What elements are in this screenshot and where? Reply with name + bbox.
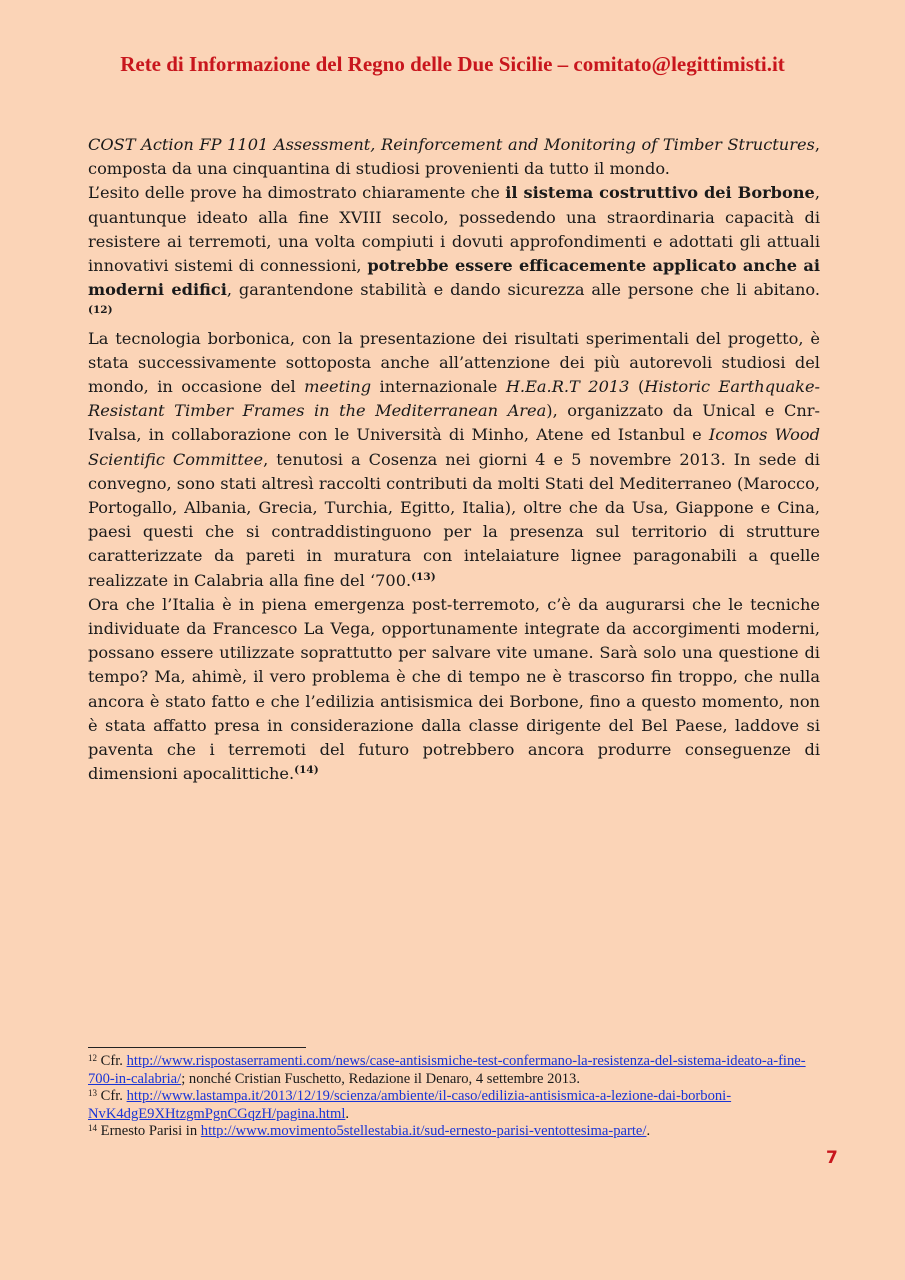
footnote-ref-12[interactable]: (12) bbox=[88, 304, 113, 317]
footnote-link-12[interactable]: http://www.rispostaserramenti.com/news/case-antisismiche-test-confermano-la-resistenza-del-sistema-ideato-a-fine-700-in-calabria/ bbox=[88, 1053, 806, 1087]
paragraph-2-bold-2: potrebbe essere efficacemente applicato anche ai moderni edifici bbox=[88, 256, 820, 300]
paragraph-1 bbox=[88, 133, 820, 181]
paragraph-4 bbox=[88, 593, 820, 787]
paragraph-3-text-a: La tecnologia borbonica, con la presentazione dei risultati sperimentali del progetto, è stata successivamente sottoposta anche all’attenzione dei più autorevoli studiosi del mondo, in occasione del bbox=[88, 328, 820, 397]
paragraph-3-italic-3: Historic Earthquake-Resistant Timber Frames in the Mediterranean Area bbox=[88, 377, 820, 421]
paragraph-2-text-c: , quantunque ideato alla fine XVIII secolo, possedendo una straordinaria capacità di resistere ai terremoti, una volta compiuti i dovuti approfondimenti e adottati gli attuali innovativi sistemi di connessioni, bbox=[88, 183, 820, 276]
footnote-link-14[interactable]: http://www.movimento5stellestabia.it/sud-ernesto-parisi-ventottesima-parte/ bbox=[200, 1123, 647, 1140]
paragraph-3-text-e: , tenutosi a Cosenza nei giorni 4 e 5 novembre 2013. In sede di convegno, sono stati altresì raccolti contributi da molti Stati del Mediterraneo (Marocco, Portogallo, Albania, Grecia, Turchia, Egitto, Italia), oltre che da Usa, Giappone e Cina, paesi questi che si contraddistinguono per la presenza sul territorio di strutture caratterizzate da pareti in muratura con intelaiature lignee paragonabili a quelle realizzate in Calabria alla fine del ‘700. bbox=[88, 449, 820, 590]
footnote-14 bbox=[88, 1123, 828, 1141]
paragraph-2-bold-1: il sistema costruttivo dei Borbone bbox=[505, 183, 815, 203]
footnote-prefix: Ernesto Parisi in bbox=[97, 1123, 201, 1140]
paragraph-2 bbox=[88, 181, 820, 326]
footnote-divider bbox=[88, 1047, 306, 1048]
paragraph-3 bbox=[88, 327, 820, 593]
footnote-13 bbox=[88, 1088, 828, 1123]
paragraph-3-text-b: internazionale bbox=[371, 377, 506, 397]
footnote-link-13[interactable]: http://www.lastampa.it/2013/12/19/scienza/ambiente/il-caso/edilizia-antisismica-a-lezione-dai-borboni-NvK4dgE9XHtzgmPgnCGqzH/pagina.html bbox=[88, 1088, 732, 1122]
paragraph-1-text: , composta da una cinquantina di studiosi provenienti da tutto il mondo. bbox=[88, 135, 820, 179]
paragraph-3-text-c: ( bbox=[629, 377, 645, 397]
footnote-number: 13 bbox=[88, 1088, 97, 1099]
paragraph-3-italic-4: Icomos Wood Scientific Committee bbox=[88, 425, 820, 469]
footnote-suffix: . bbox=[345, 1105, 350, 1122]
footnote-suffix: . bbox=[646, 1123, 651, 1140]
paragraph-2-text-d: , garantendone stabilità e dando sicurezza alle persone che li abitano. bbox=[226, 280, 820, 300]
body-text bbox=[88, 133, 820, 786]
footnote-ref-14[interactable]: (14) bbox=[294, 764, 319, 777]
paragraph-3-italic-2: H.Ea.R.T 2013 bbox=[505, 377, 630, 397]
footnote-number: 14 bbox=[88, 1123, 97, 1134]
paragraph-1-italic: COST Action FP 1101 Assessment, Reinforcement and Monitoring of Timber Structures bbox=[88, 135, 815, 154]
paragraph-4-text: Ora che l’Italia è in piena emergenza post-terremoto, c’è da augurarsi che le tecniche individuate da Francesco La Vega, opportunamente integrate da accorgimenti moderni, possano essere utilizzate soprattutto per salvare vite umane. Sarà solo una questione di tempo? Ma, ahimè, il vero problema è che di tempo ne è trascorso fin troppo, che nulla ancora è stato fatto e che l’edilizia antisismica dei Borbone, fino a questo momento, non è stata affatto presa in considerazione dalla classe dirigente del Bel Paese, laddove si paventa che i terremoti del futuro potrebbero ancora produrre conseguenze di dimensioni apocalittiche. bbox=[88, 594, 820, 784]
footnote-ref-13[interactable]: (13) bbox=[411, 570, 436, 583]
page-number: 7 bbox=[826, 1148, 838, 1168]
footnote-number: 12 bbox=[88, 1053, 97, 1063]
paragraph-3-text-d: ), organizzato da Unical e Cnr-Ivalsa, in collaborazione con le Università di Minho, Atene ed Istanbul e bbox=[88, 401, 821, 445]
footnote-prefix: Cfr. bbox=[97, 1053, 127, 1069]
page-header: Rete di Informazione del Regno delle Due Sicilie – comitato@legittimisti.it bbox=[120, 52, 785, 76]
footnote-suffix: ; nonché Cristian Fuschetto, Redazione il Denaro, 4 settembre 2013. bbox=[181, 1070, 581, 1087]
footnotes bbox=[88, 1053, 828, 1141]
footnote-prefix: Cfr. bbox=[97, 1088, 127, 1105]
paragraph-2-text-a: L’esito delle prove ha dimostrato chiaramente che bbox=[88, 183, 506, 203]
footnote-12 bbox=[88, 1053, 828, 1088]
paragraph-3-italic-1: meeting bbox=[304, 377, 372, 397]
